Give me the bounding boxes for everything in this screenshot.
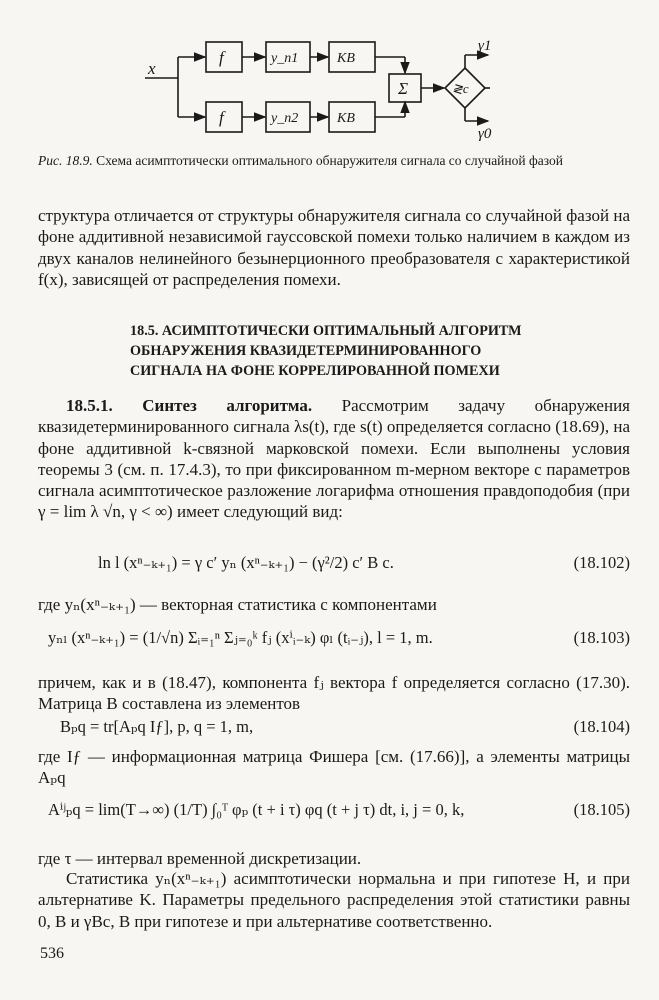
equation-18-103-expr: yₙₗ (xⁿ₋ₖ₊₁) = (1/√n) Σᵢ₌₁ⁿ Σⱼ₌₀ᵏ fⱼ (xⁱᵢ₋ₖ) φₗ (tᵢ₋ⱼ), l = 1, m. (48, 628, 433, 647)
synthesis-text: Рассмотрим задачу обнаружения квазидетерминированного сигнала λs(t), где s(t) определяется согласно (18.69), на фоне аддитивной k-связной марковской помехи. Если выполнены условия теоремы 3 (см. п. 17.4.3), то при фиксированном m-мерном векторе c параметров сигнала асимптотическое разложение логарифма отношения правдоподобия (при γ = lim λ √n, γ < ∞) имеет следующий вид: (38, 396, 630, 522)
paragraph-synthesis (38, 395, 630, 523)
diagram-svg (0, 0, 659, 150)
equation-18-104 (38, 717, 630, 747)
f-label-bottom: f (219, 108, 224, 127)
paragraph-vector-statistic: где yₙ(xⁿ₋ₖ₊₁) — векторная статистика с компонентами (38, 595, 437, 614)
equation-18-103-number: (18.103) (573, 628, 630, 647)
equation-18-102-number: (18.102) (573, 553, 630, 572)
output-gamma1-label: γ1 (478, 38, 492, 54)
figure-caption-text: Схема асимптотически оптимального обнаружителя сигнала со случайной фазой (96, 153, 563, 168)
heading-line-3: СИГНАЛА НА ФОНЕ КОРРЕЛИРОВАННОЙ ПОМЕХИ (130, 363, 500, 379)
subsection-title: 18.5.1. Синтез алгоритма. (66, 396, 313, 415)
paragraph-structure: структура отличается от структуры обнаружителя сигнала со случайной фазой на фоне аддитивной независимой гауссовской помехи только наличием в каждом из двух каналов нелинейного безынерционного преобразователя с характеристикой f(x), зависящей от распределения помехи. (38, 206, 630, 289)
nonlinear-block-top (206, 42, 242, 72)
equation-18-105-expr: Aⁱʲₚq = lim(T→∞) (1/T) ∫₀ᵀ φₚ (t + i τ) φq (t + j τ) dt, i, j = 0, k, (48, 800, 465, 819)
yn2-label: y_n2 (271, 111, 299, 126)
output-gamma0-label: γ0 (478, 126, 492, 142)
section-heading (130, 321, 600, 381)
sum-label: Σ (398, 79, 409, 98)
detector-block-diagram (0, 0, 659, 150)
heading-line-1: 18.5. АСИМПТОТИЧЕСКИ ОПТИМАЛЬНЫЙ АЛГОРИТМ (130, 323, 522, 339)
paragraph-asymptotic: Статистика yₙ(xⁿ₋ₖ₊₁) асимптотически нормальна и при гипотезе H, и при альтернативе K. Параметры предельного распределения этой статистики равны 0, B и γBc, B при гипотезе и при альтернативе соответственно. (38, 869, 630, 931)
kb-label-top: KB (337, 51, 355, 66)
equation-18-105 (38, 800, 630, 830)
f-label-top: f (219, 48, 224, 67)
figure-label: Рис. 18.9. (38, 153, 93, 168)
equation-18-105-number: (18.105) (573, 800, 630, 819)
kb-label-bottom: KB (337, 111, 355, 126)
yn1-label: y_n1 (271, 51, 299, 66)
equation-18-104-expr: Bₚq = tr[Aₚq Iƒ], p, q = 1, m, (60, 717, 254, 736)
nonlinear-block-bottom (206, 102, 242, 132)
paragraph-fisher: где Iƒ — информационная матрица Фишера [см. (17.66)], а элементы матрицы Aₚq (38, 747, 630, 788)
paragraph-interval: где τ — интервал временной дискретизации. (38, 849, 362, 868)
page-number: 536 (40, 945, 64, 962)
figure-caption (38, 152, 628, 170)
equation-18-102-expr: ln l (xⁿ₋ₖ₊₁) = γ c′ yₙ (xⁿ₋ₖ₊₁) − (γ²/2) c′ B c. (98, 553, 394, 572)
decision-label: ≷c (452, 81, 469, 96)
equation-18-104-number: (18.104) (573, 717, 630, 736)
equation-18-103 (38, 628, 630, 658)
heading-line-2: ОБНАРУЖЕНИЯ КВАЗИДЕТЕРМИНИРОВАННОГО (130, 343, 482, 359)
equation-18-102 (38, 553, 630, 583)
input-label: x (148, 59, 156, 78)
paragraph-component: причем, как и в (18.47), компонента fⱼ вектора f определяется согласно (17.30). Матрица B составлена из элементов (38, 673, 630, 714)
